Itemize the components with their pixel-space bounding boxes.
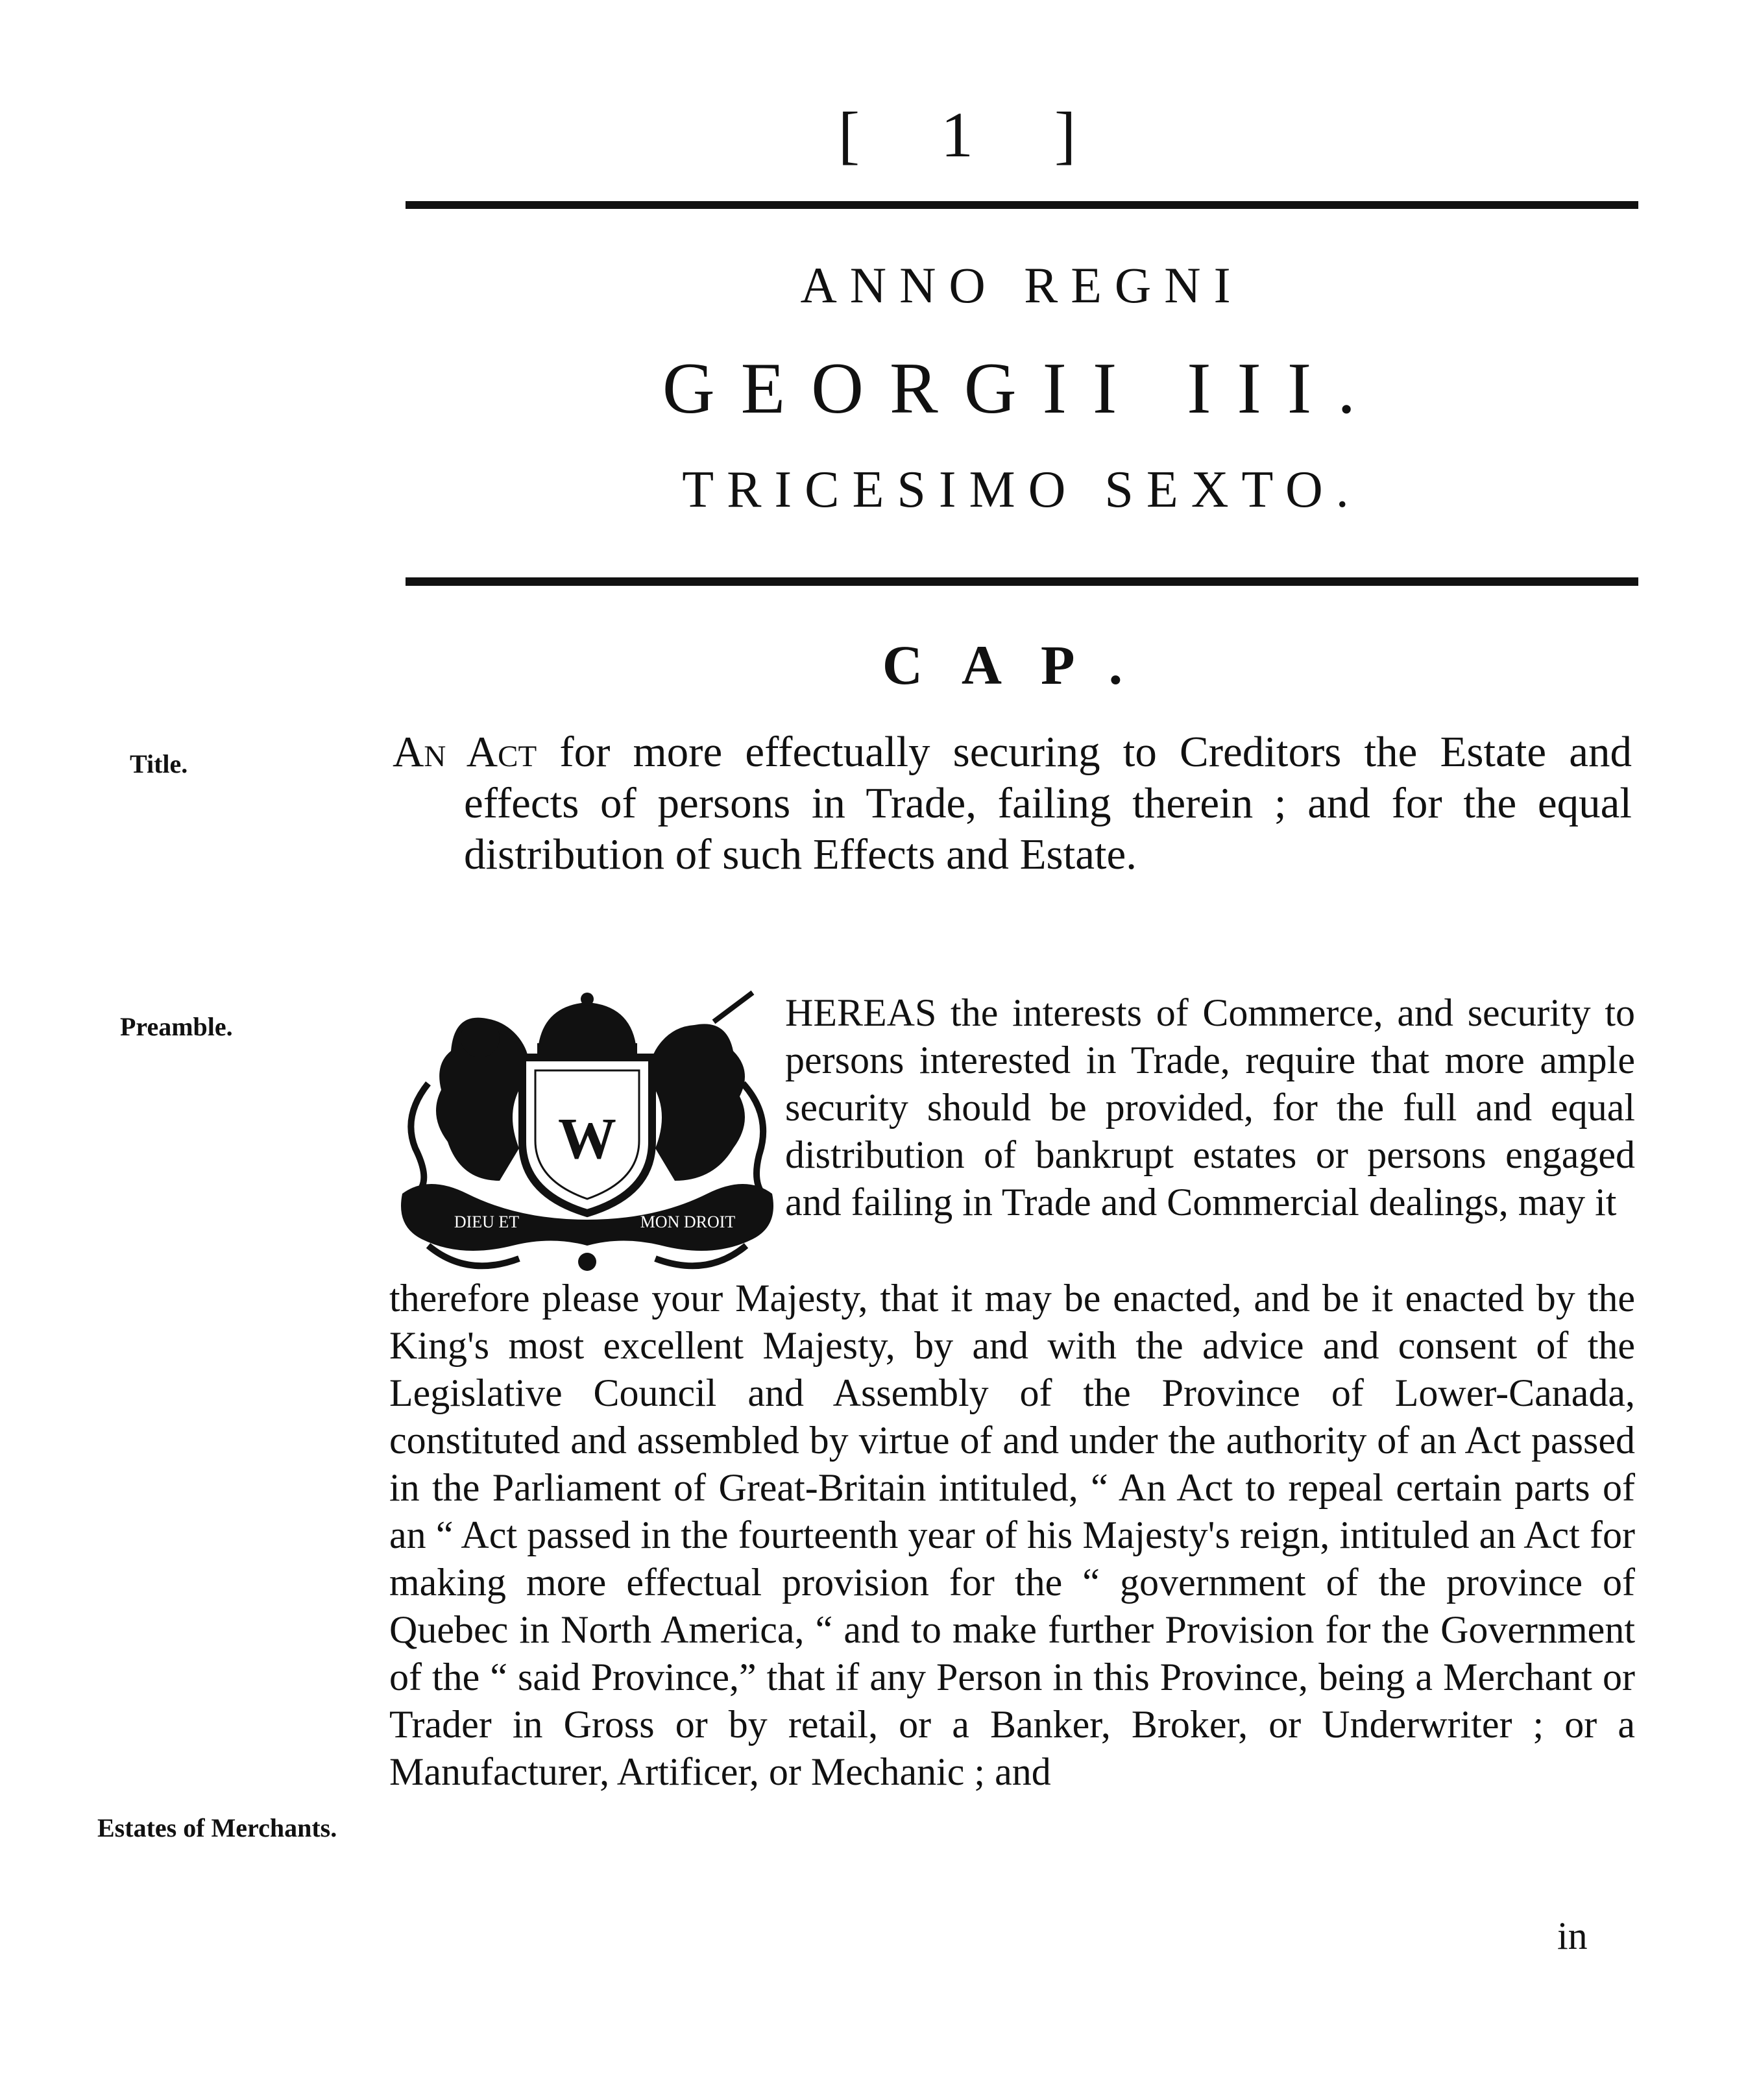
regnal-heading-line1: ANNO REGNI: [800, 257, 1244, 313]
margin-note-title: Title.: [130, 749, 188, 778]
royal-arms-icon: [389, 986, 785, 1278]
margin-note-estates: Estates of Merchants.: [97, 1813, 337, 1842]
chapter-heading: CAP.: [882, 634, 1162, 696]
page-number: [ 1 ]: [838, 99, 1109, 171]
regnal-heading-line3: TRICESIMO SEXTO.: [682, 461, 1362, 518]
regnal-heading-line2: GEORGII III.: [662, 348, 1382, 429]
preamble-body: [389, 1275, 1635, 1796]
preamble-body-text: therefore please your Majesty, that it may be enacted, and be it enacted by the King's most excellent Majesty, by and with the advice and consent of the Legislative Council and Assembly of the Province of Lower-Canada, constituted and assembled by virtue of and under the authority of an Act passed in the Parliament of Great-Britain intituled, “ An Act to repeal certain parts of an “ Act passed in the fourteenth year of his Majesty's reign, intituled an Act for making more effectual provision for the “ government of the province of Quebec in North America, “ and to make further Provision for the Government of the “ said Province,” that if any Person in this Province, being a Merchant or Trader in Gross or by retail, or a Banker, Broker, or Underwriter ; or a Manufacturer, Artificer, or Mechanic ; and: [389, 1277, 1635, 1793]
motto-right: MON DROIT: [640, 1213, 736, 1231]
header-rule-bottom: [406, 577, 1638, 586]
catchword: in: [1557, 1914, 1588, 1957]
header-rule-top: [406, 201, 1638, 209]
act-title-prefix: An Act: [393, 728, 537, 776]
margin-note-preamble: Preamble.: [120, 1012, 233, 1041]
royal-arms-ornament: [389, 986, 785, 1278]
preamble-opening: [785, 989, 1635, 1226]
act-title-text: for more effectually securing to Creditors the Estate and effects of persons in Trade, failing therein ; and for the equal distribution of such Effects and Estate.: [464, 728, 1632, 878]
preamble-opening-text: HEREAS the interests of Commerce, and security to persons interested in Trade, require that more ample security should be provided, for the full and equal distribution of bankrupt estates or persons engaged and failing in Trade and Commercial dealings, may it: [785, 991, 1635, 1224]
act-title: [393, 727, 1632, 880]
ornament-initial: W: [558, 1107, 616, 1171]
motto-left: DIEU ET: [454, 1213, 520, 1231]
